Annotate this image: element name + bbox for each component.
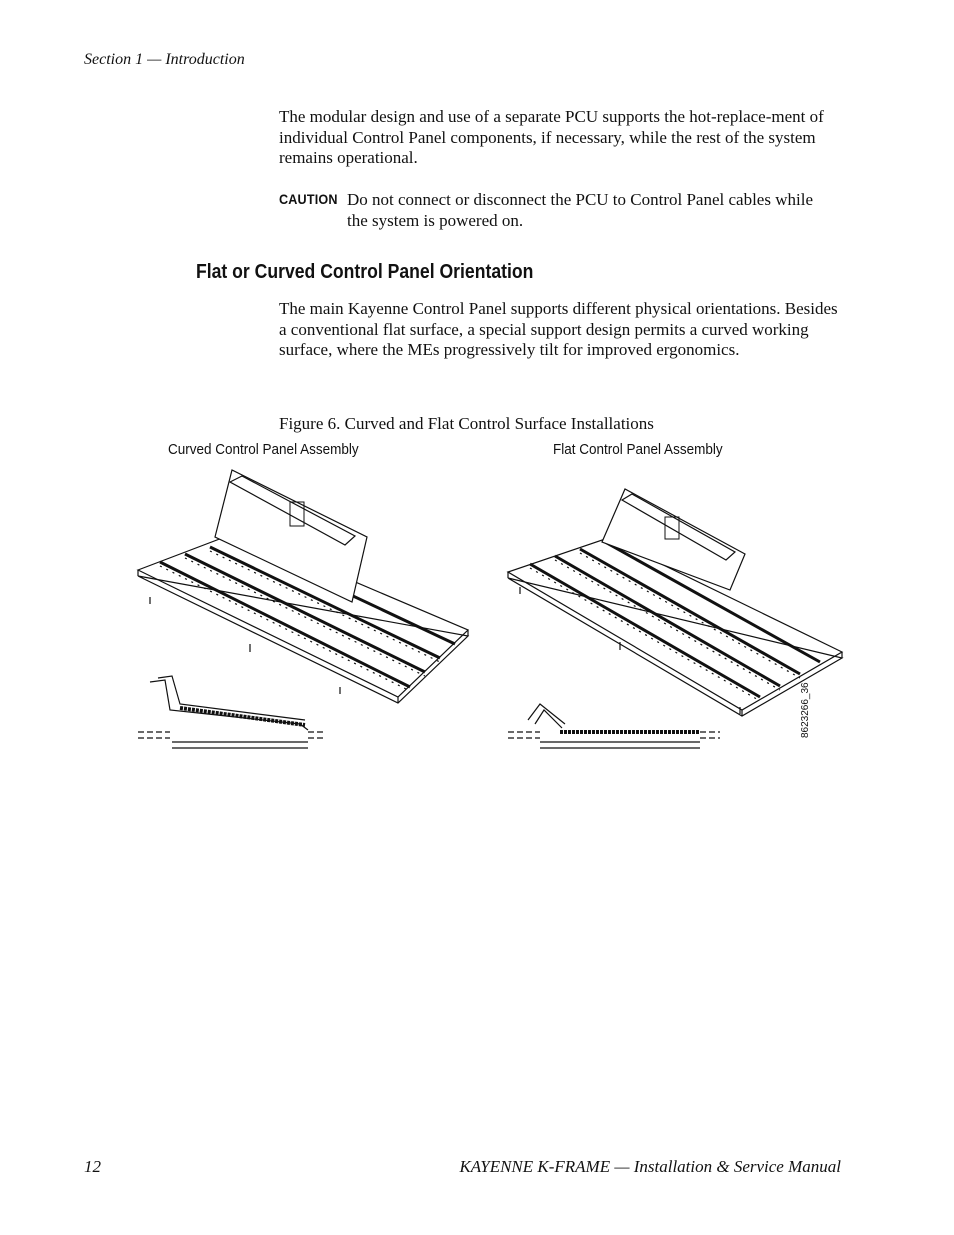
curved-assembly-drawing xyxy=(138,470,468,748)
footer-title: KAYENNE K-FRAME — Installation & Service Manual xyxy=(459,1157,841,1176)
flat-assembly-label: Flat Control Panel Assembly xyxy=(553,441,723,458)
control-panel-figure xyxy=(130,462,850,762)
section-heading: Flat or Curved Control Panel Orientation xyxy=(196,261,534,283)
orientation-paragraph: The main Kayenne Control Panel supports different physical orientations. Besides a conventional flat surface, a special support design permits a curved working surface, where the MEs progressively tilt for improved ergonomics. xyxy=(279,299,838,359)
intro-paragraph: The modular design and use of a separate PCU supports the hot-replace-ment of individual Control Panel components, if necessary, while the rest of the system remains operational. xyxy=(279,107,824,167)
figure-id: 8623266_36 xyxy=(800,682,811,738)
caution-text: Do not connect or disconnect the PCU to Control Panel cables while the system is powered on. xyxy=(347,190,813,230)
caution-label: CAUTION xyxy=(279,191,338,207)
flat-assembly-drawing xyxy=(508,489,842,748)
page-number: 12 xyxy=(84,1157,101,1176)
curved-assembly-label: Curved Control Panel Assembly xyxy=(168,441,359,458)
figure-caption: Figure 6. Curved and Flat Control Surface Installations xyxy=(279,414,654,433)
running-header: Section 1 — Introduction xyxy=(84,51,245,68)
